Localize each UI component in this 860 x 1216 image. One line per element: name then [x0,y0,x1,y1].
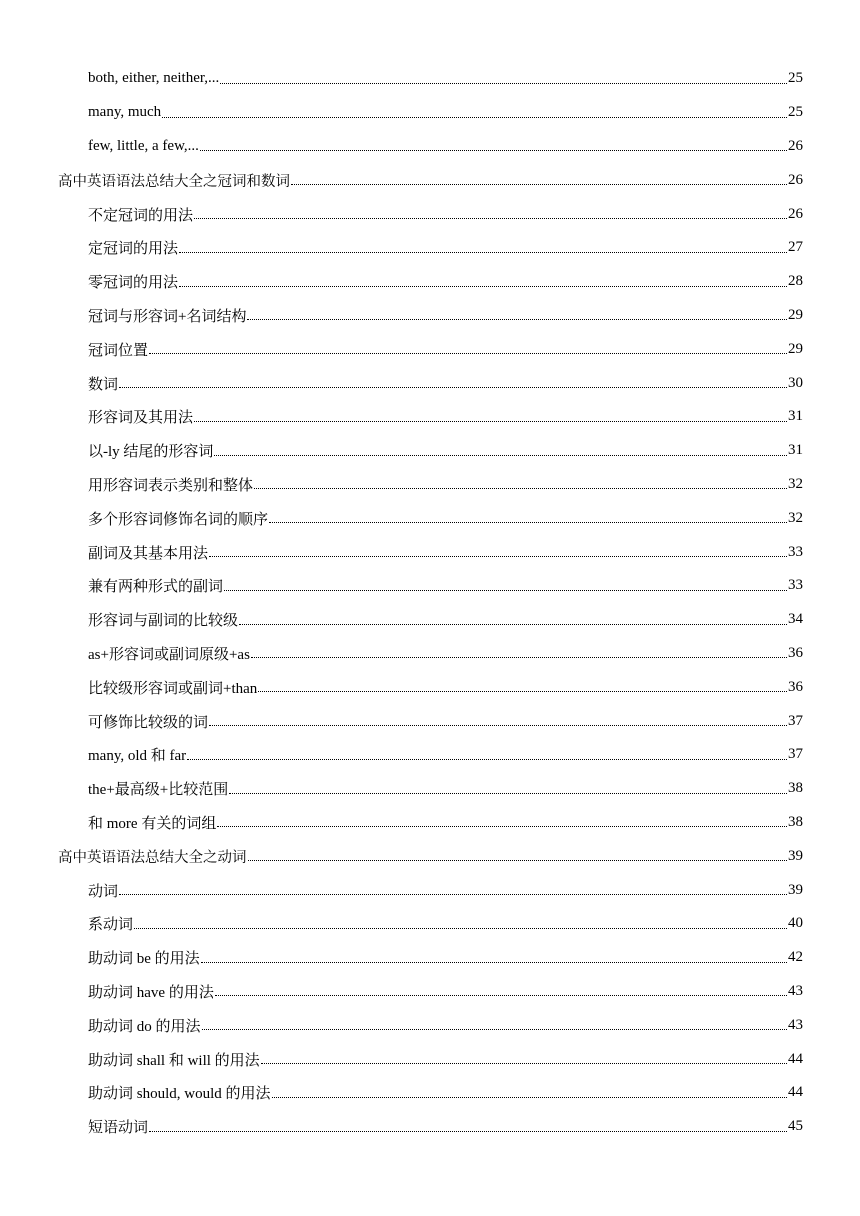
toc-entry-page: 32 [788,475,803,492]
toc-entry-page: 26 [788,171,803,188]
toc-entry-page: 42 [788,949,803,966]
toc-entry-title: 可修饰比较级的词 [88,714,209,731]
toc-entry-page: 32 [788,509,803,526]
dot-leader [201,947,787,963]
toc-entry[interactable] [0,806,860,840]
toc-entry[interactable] [0,738,860,772]
toc-entry-page: 39 [788,847,803,864]
toc-entry[interactable] [0,96,860,130]
toc-entry-title: 比较级形容词或副词+than [88,680,258,697]
dot-leader [179,271,787,287]
toc-entry-page: 40 [788,915,803,932]
toc-entry-title: 助动词 should, would 的用法 [88,1086,271,1103]
toc-entry-title: 零冠词的用法 [88,275,179,292]
toc-entry[interactable] [0,62,860,96]
dot-leader [194,203,787,219]
toc-entry-title: 多个形容词修饰名词的顺序 [88,511,269,528]
toc-entry-page: 43 [788,1016,803,1033]
dot-leader [202,1014,787,1030]
dot-leader [272,1082,787,1098]
toc-entry-page: 43 [788,982,803,999]
dot-leader [229,778,787,794]
toc-entry-title: the+最高级+比较范围 [88,782,229,799]
toc-entry[interactable] [0,1076,860,1110]
toc-entry-page: 33 [788,543,803,560]
toc-entry-page: 29 [788,340,803,357]
toc-entry-title: 冠词位置 [88,342,149,359]
toc-entry-page: 31 [788,442,803,459]
toc-entry-title: 助动词 shall 和 will 的用法 [88,1052,260,1069]
toc-entry[interactable] [0,1042,860,1076]
toc-entry-title: few, little, a few,... [88,137,199,154]
toc-entry-title: 以-ly 结尾的形容词 [88,444,214,461]
toc-entry-title: 冠词与形容词+名词结构 [88,308,247,325]
dot-leader [258,676,787,692]
dot-leader [149,338,787,354]
toc-entry-page: 26 [788,137,803,154]
dot-leader [187,744,787,760]
toc-entry-title: 和 more 有关的词组 [88,815,217,832]
toc-entry-page: 34 [788,611,803,628]
dot-leader [214,440,787,456]
toc-entry[interactable] [0,299,860,333]
toc-entry[interactable] [0,400,860,434]
table-of-contents [0,62,860,1144]
toc-entry-title: 动词 [88,883,119,900]
toc-entry-title: many, much [88,104,162,121]
dot-leader [224,575,787,591]
dot-leader [215,980,787,996]
toc-entry[interactable] [0,873,860,907]
dot-leader [209,710,787,726]
toc-entry-title: 短语动词 [88,1120,149,1137]
dot-leader [134,913,787,929]
toc-entry-page: 38 [788,780,803,797]
toc-entry-title: as+形容词或副词原级+as [88,646,250,663]
toc-entry-title: 用形容词表示类别和整体 [88,477,254,494]
toc-entry-title: 副词及其基本用法 [88,545,209,562]
toc-entry[interactable] [0,975,860,1009]
toc-entry-title: 助动词 be 的用法 [88,951,200,968]
toc-entry-page: 29 [788,306,803,323]
toc-section-heading[interactable] [0,839,860,873]
toc-entry-page: 27 [788,239,803,256]
toc-entry-page: 33 [788,577,803,594]
dot-leader [254,473,787,489]
toc-entry-page: 44 [788,1050,803,1067]
toc-entry-page: 45 [788,1118,803,1135]
toc-entry-title: 数词 [88,376,119,393]
toc-entry-page: 26 [788,205,803,222]
toc-entry[interactable] [0,941,860,975]
toc-entry-title: 高中英语语法总结大全之冠词和数词 [58,173,290,190]
dot-leader [248,845,788,861]
toc-entry[interactable] [0,772,860,806]
toc-entry[interactable] [0,265,860,299]
toc-entry-page: 44 [788,1084,803,1101]
toc-entry[interactable] [0,603,860,637]
toc-entry[interactable] [0,637,860,671]
toc-entry[interactable] [0,130,860,164]
dot-leader [247,304,787,320]
toc-entry[interactable] [0,569,860,603]
toc-entry-title: 高中英语语法总结大全之动词 [58,849,247,866]
dot-leader [251,642,787,658]
dot-leader [269,507,787,523]
toc-entry-title: 形容词与副词的比较级 [88,613,239,630]
toc-entry-title: 形容词及其用法 [88,410,194,427]
toc-entry[interactable] [0,501,860,535]
toc-entry[interactable] [0,670,860,704]
toc-entry-title: both, either, neither,... [88,70,220,87]
toc-entry-page: 31 [788,408,803,425]
toc-entry-title: 助动词 have 的用法 [88,984,214,1001]
toc-entry[interactable] [0,1008,860,1042]
toc-entry-title: 不定冠词的用法 [88,207,194,224]
dot-leader [162,102,787,118]
toc-entry[interactable] [0,704,860,738]
dot-leader [194,406,787,422]
toc-entry-title: 兼有两种形式的副词 [88,579,224,596]
toc-entry-title: many, old 和 far [88,748,187,765]
toc-entry[interactable] [0,231,860,265]
toc-entry-page: 28 [788,273,803,290]
toc-entry[interactable] [0,434,860,468]
dot-leader [291,170,787,186]
toc-entry[interactable] [0,535,860,569]
toc-entry-page: 39 [788,881,803,898]
toc-entry-page: 38 [788,813,803,830]
toc-entry-page: 36 [788,678,803,695]
toc-entry-page: 36 [788,644,803,661]
toc-entry-page: 25 [788,70,803,87]
toc-entry-title: 助动词 do 的用法 [88,1018,201,1035]
toc-entry-page: 37 [788,746,803,763]
toc-entry[interactable] [0,468,860,502]
toc-entry-title: 定冠词的用法 [88,241,179,258]
toc-entry-title: 系动词 [88,917,134,934]
dot-leader [149,1116,787,1132]
dot-leader [239,609,787,625]
dot-leader [119,879,787,895]
dot-leader [200,135,787,151]
toc-entry-page: 25 [788,104,803,121]
toc-entry[interactable] [0,907,860,941]
toc-entry-page: 37 [788,712,803,729]
dot-leader [119,372,787,388]
dot-leader [261,1048,787,1064]
toc-entry[interactable] [0,197,860,231]
toc-section-heading[interactable] [0,163,860,197]
toc-entry[interactable] [0,332,860,366]
dot-leader [179,237,787,253]
toc-entry[interactable] [0,366,860,400]
toc-entry[interactable] [0,1110,860,1144]
toc-entry-page: 30 [788,374,803,391]
dot-leader [209,541,787,557]
dot-leader [217,811,787,827]
dot-leader [220,68,787,84]
